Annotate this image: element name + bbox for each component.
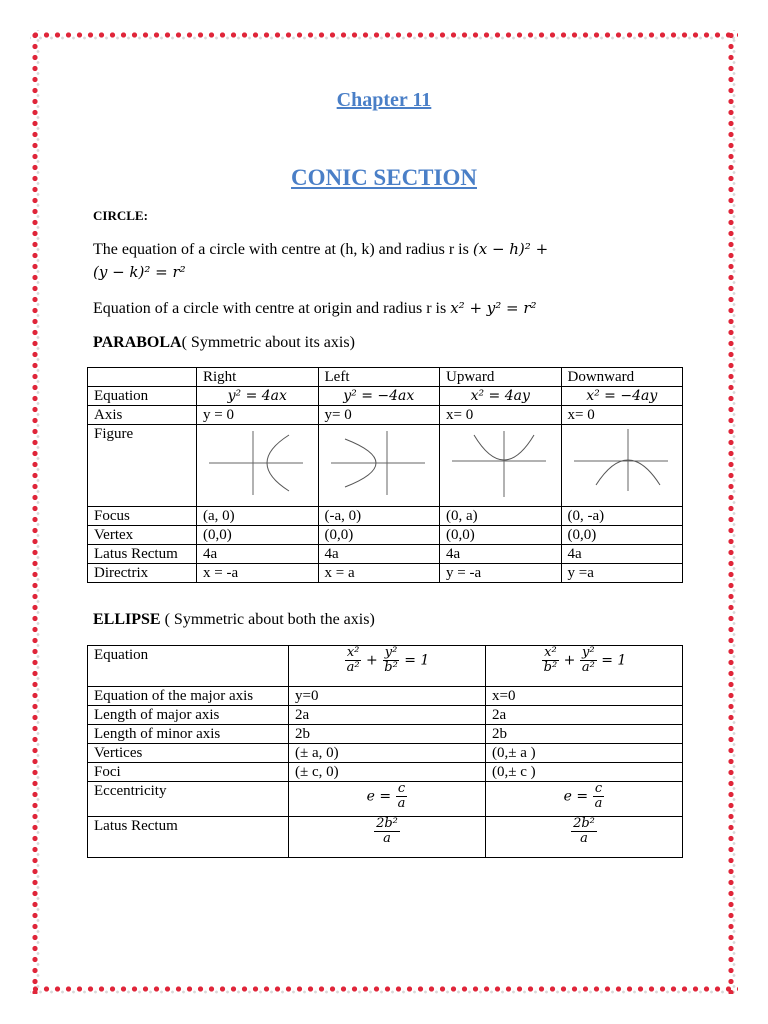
- parabola-table: [87, 367, 683, 583]
- table-cell: x= 0: [440, 406, 562, 425]
- chapter-heading: Chapter 11: [336, 89, 432, 111]
- row-label: Figure: [88, 425, 197, 507]
- table-row: [88, 507, 683, 526]
- fraction: [542, 646, 560, 675]
- table-cell: y² = −4ax: [318, 387, 440, 406]
- table-cell: y² = 4ax: [197, 387, 319, 406]
- table-cell: 2b: [486, 725, 683, 744]
- circle-line1-math-b: (y − k)² = r²: [93, 263, 186, 281]
- ellipse-equation-vertical: $\frac{\text{x²}}{\text{b²}}$ + $\frac{\text{y²}}{\text{a²}}$ = 1: [486, 646, 683, 687]
- fraction: [396, 782, 408, 811]
- parabola-left-figure: [325, 425, 431, 501]
- denominator: b²: [543, 660, 558, 675]
- numerator: x²: [544, 645, 557, 660]
- parabola-heading-bold: PARABOLA: [93, 334, 182, 351]
- table-row: [88, 564, 683, 583]
- table-cell: y = 0: [197, 406, 319, 425]
- row-label: Equation: [88, 387, 197, 406]
- table-row: [88, 425, 683, 507]
- table-header-row: [88, 368, 683, 387]
- table-cell: (0,0): [561, 526, 683, 545]
- formula-lhs: e =: [366, 788, 392, 805]
- denominator: b²: [384, 660, 398, 675]
- table-row: [88, 545, 683, 564]
- denominator: a²: [346, 660, 360, 675]
- circle-equation-origin: [93, 297, 537, 320]
- table-cell: 4a: [561, 545, 683, 564]
- header-cell: Upward: [440, 368, 562, 387]
- fraction: [580, 646, 597, 675]
- circle-heading: CIRCLE:: [93, 208, 148, 223]
- table-cell: (0,0): [197, 526, 319, 545]
- table-cell: x= 0: [561, 406, 683, 425]
- table-cell: (± c, 0): [289, 763, 486, 782]
- row-label: Length of major axis: [88, 706, 289, 725]
- numerator: y²: [384, 645, 398, 660]
- table-cell: 4a: [197, 545, 319, 564]
- table-cell: y = -a: [440, 564, 562, 583]
- row-label: Eccentricity: [88, 782, 289, 817]
- denominator: a: [594, 796, 603, 811]
- table-cell: 2a: [289, 706, 486, 725]
- fraction: [571, 817, 597, 846]
- header-cell: [88, 368, 197, 387]
- circle-line1-math-a: (x − h)² +: [472, 240, 549, 258]
- figure-cell: [197, 425, 319, 507]
- row-label: Latus Rectum: [88, 817, 289, 858]
- denominator: a: [397, 796, 406, 811]
- ellipse-heading-bold: ELLIPSE: [93, 611, 161, 628]
- row-label: Axis: [88, 406, 197, 425]
- row-label: Foci: [88, 763, 289, 782]
- table-cell: x = -a: [197, 564, 319, 583]
- numerator: 2b²: [376, 816, 398, 831]
- table-cell: x=0: [486, 687, 683, 706]
- numerator: c: [594, 781, 603, 796]
- circle-equation-general: [93, 238, 653, 284]
- row-label: Focus: [88, 507, 197, 526]
- latus-rectum-formula: [486, 817, 683, 858]
- table-cell: (0, -a): [561, 507, 683, 526]
- figure-cell: [440, 425, 562, 507]
- numerator: x²: [346, 645, 360, 660]
- table-cell: x² = 4ay: [440, 387, 562, 406]
- fraction: [374, 817, 400, 846]
- parabola-downward-figure: [568, 425, 674, 501]
- table-cell: 2a: [486, 706, 683, 725]
- table-row: [88, 744, 683, 763]
- table-row: [88, 387, 683, 406]
- table-cell: x = a: [318, 564, 440, 583]
- ellipse-table: [87, 645, 683, 858]
- table-row: [88, 706, 683, 725]
- numerator: y²: [582, 645, 595, 660]
- ellipse-heading: [93, 611, 375, 629]
- eccentricity-formula: [486, 782, 683, 817]
- denominator: a²: [581, 660, 595, 675]
- formula-lhs: e =: [563, 788, 589, 805]
- table-cell: y =a: [561, 564, 683, 583]
- table-cell: y= 0: [318, 406, 440, 425]
- table-cell: 4a: [318, 545, 440, 564]
- row-label: Latus Rectum: [88, 545, 197, 564]
- page-border-top: [30, 30, 738, 40]
- equation-rhs: = 1: [404, 652, 430, 669]
- numerator: c: [397, 781, 406, 796]
- row-label: Directrix: [88, 564, 197, 583]
- table-row: [88, 406, 683, 425]
- header-cell: Left: [318, 368, 440, 387]
- latus-rectum-formula: [289, 817, 486, 858]
- table-row: [88, 725, 683, 744]
- denominator: a: [383, 831, 391, 846]
- eccentricity-formula: [289, 782, 486, 817]
- row-label: Vertices: [88, 744, 289, 763]
- row-label: Equation: [88, 646, 289, 687]
- table-cell: 4a: [440, 545, 562, 564]
- table-cell: (0,0): [440, 526, 562, 545]
- parabola-heading-rest: ( Symmetric about its axis): [181, 334, 355, 351]
- numerator: 2b²: [573, 816, 595, 831]
- header-cell: Right: [197, 368, 319, 387]
- page-title: CONIC SECTION: [291, 165, 477, 190]
- parabola-right-figure: [203, 425, 309, 501]
- table-cell: (a, 0): [197, 507, 319, 526]
- table-cell: (-a, 0): [318, 507, 440, 526]
- figure-cell: [318, 425, 440, 507]
- table-row: [88, 817, 683, 858]
- table-row: [88, 646, 683, 687]
- circle-line1-text: The equation of a circle with centre at (h, k) and radius r is: [93, 241, 473, 258]
- page-border-bottom: [30, 984, 738, 994]
- denominator: a: [580, 831, 588, 846]
- table-cell: (0,± c ): [486, 763, 683, 782]
- table-row: [88, 763, 683, 782]
- table-row: [88, 526, 683, 545]
- row-label: Equation of the major axis: [88, 687, 289, 706]
- table-cell: y=0: [289, 687, 486, 706]
- table-cell: (0,0): [318, 526, 440, 545]
- header-cell: Downward: [561, 368, 683, 387]
- ellipse-heading-rest: ( Symmetric about both the axis): [160, 611, 375, 628]
- table-cell: (0, a): [440, 507, 562, 526]
- parabola-upward-figure: [446, 425, 552, 501]
- equation-rhs: = 1: [601, 652, 627, 669]
- figure-cell: [561, 425, 683, 507]
- ellipse-equation-horizontal: $\frac{\text{x²}}{\text{a²}}$ + $\frac{\text{y²}}{\text{b²}}$ = 1: [289, 646, 486, 687]
- row-label: Vertex: [88, 526, 197, 545]
- circle-line2-text: Equation of a circle with centre at origin and radius r is: [93, 300, 451, 317]
- table-cell: (± a, 0): [289, 744, 486, 763]
- row-label: Length of minor axis: [88, 725, 289, 744]
- table-cell: 2b: [289, 725, 486, 744]
- table-row: [88, 782, 683, 817]
- fraction: [345, 646, 362, 675]
- fraction: [593, 782, 605, 811]
- fraction: [382, 646, 400, 675]
- table-cell: (0,± a ): [486, 744, 683, 763]
- table-row: [88, 687, 683, 706]
- table-cell: x² = −4ay: [561, 387, 683, 406]
- parabola-heading: [93, 334, 355, 352]
- circle-line2-math: x² + y² = r²: [450, 299, 537, 317]
